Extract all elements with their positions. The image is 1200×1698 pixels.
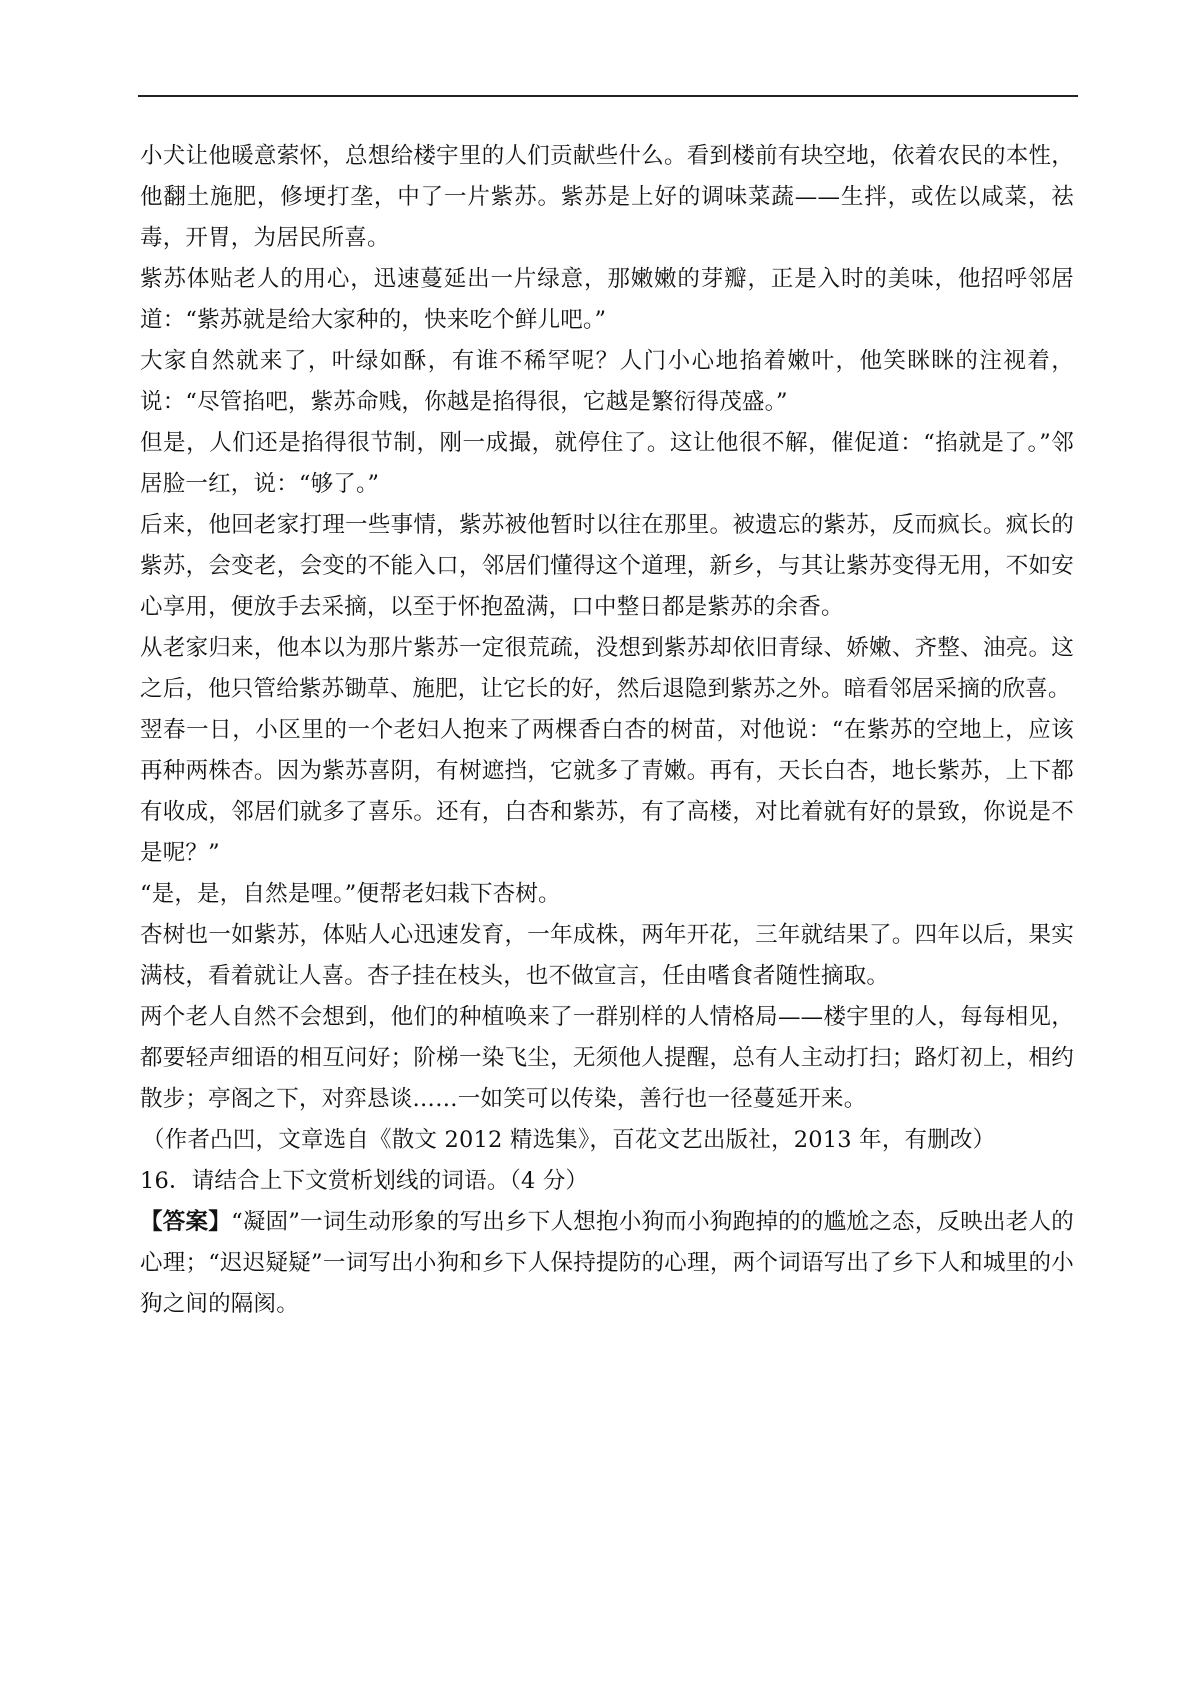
answer	[140, 1202, 1074, 1325]
paragraph: 两个老人自然不会想到，他们的种植唤来了一群别样的人情格局——楼宇里的人，每每相见，都要轻声细语的相互问好；阶梯一染飞尘，无须他人提醒，总有人主动打扫；路灯初上，相约散步；亭阁之下，对弈恳谈……一如笑可以传染，善行也一径蔓延开来。	[140, 1004, 1074, 1112]
paragraph: 杏树也一如紫苏，体贴人心迅速发育，一年成株，两年开花，三年就结果了。四年以后，果实满枝，看着就让人喜。杏子挂在枝头，也不做宣言，任由嗜食者随性摘取。	[140, 922, 1074, 989]
citation: （作者凸凹，文章选自《散文 2012 精选集》，百花文艺出版社，2013 年，有删改）	[142, 1127, 996, 1153]
paragraph: 后来，他回老家打理一些事情，紫苏被他暂时以往在那里。被遗忘的紫苏，反而疯长。疯长的紫苏，会变老，会变的不能入口，邻居们懂得这个道理，新乡，与其让紫苏变得无用，不如安心享用，便放手去采摘，以至于怀抱盈满，口中整日都是紫苏的余香。	[140, 512, 1074, 620]
question-16: 16．请结合上下文赏析划线的词语。（4 分）	[140, 1168, 589, 1194]
article-body	[140, 136, 1074, 1325]
answer-tag: 【答案】	[140, 1209, 232, 1235]
paragraph: 从老家归来，他本以为那片紫苏一定很荒疏，没想到紫苏却依旧青绿、娇嫩、齐整、油亮。这之后，他只管给紫苏锄草、施肥，让它长的好，然后退隐到紫苏之外。暗看邻居采摘的欣喜。	[140, 635, 1074, 702]
paragraph: “是，是，自然是哩。”便帮老妇栽下杏树。	[140, 881, 561, 907]
paragraph: 但是，人们还是掐得很节制，刚一成撮，就停住了。这让他很不解，催促道：“掐就是了。”邻居脸一红，说：“够了。”	[140, 430, 1074, 497]
paragraph: 大家自然就来了，叶绿如酥，有谁不稀罕呢？人门小心地掐着嫩叶，他笑眯眯的注视着，说：“尽管掐吧，紫苏命贱，你越是掐得很，它越是繁衍得茂盛。”	[140, 348, 1074, 415]
paragraph: 小犬让他暖意萦怀，总想给楼宇里的人们贡献些什么。看到楼前有块空地，依着农民的本性，他翻土施肥，修埂打垄，中了一片紫苏。紫苏是上好的调味菜蔬——生拌，或佐以咸菜，祛毒，开胃，为居民所喜。	[140, 143, 1074, 251]
paragraph: 紫苏体贴老人的用心，迅速蔓延出一片绿意，那嫩嫩的芽瓣，正是入时的美味，他招呼邻居道：“紫苏就是给大家种的，快来吃个鲜儿吧。”	[140, 266, 1074, 333]
paragraph: 翌春一日，小区里的一个老妇人抱来了两棵香白杏的树苗，对他说：“在紫苏的空地上，应该再种两株杏。因为紫苏喜阴，有树遮挡，它就多了青嫩。再有，天长白杏，地长紫苏，上下都有收成，邻居们就多了喜乐。还有，白杏和紫苏，有了高楼，对比着就有好的景致，你说是不是呢？”	[140, 717, 1074, 866]
answer-text: “凝固”一词生动形象的写出乡下人想抱小狗而小狗跑掉的的尴尬之态，反映出老人的心理；“迟迟疑疑”一词写出小狗和乡下人保持提防的心理，两个词语写出了乡下人和城里的小狗之间的隔阂。	[140, 1209, 1074, 1317]
header-rule	[138, 95, 1078, 97]
